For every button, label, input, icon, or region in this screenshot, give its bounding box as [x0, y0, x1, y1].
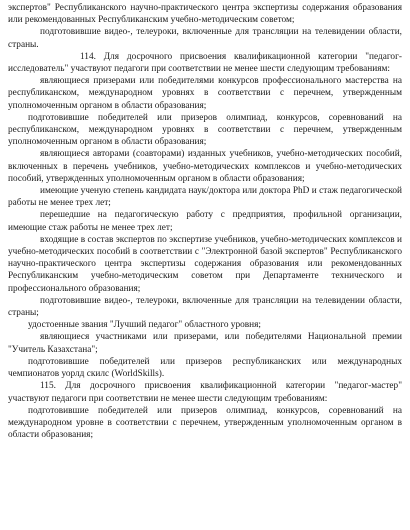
- document-page: [8, 2, 402, 441]
- paragraph-item: являющиеся призерами или победителями конкурсов профессионального мастерства на республиканском, международном уровнях в соответствии с перечнем, утвержденным уполномоченным органом в области образования;: [8, 76, 402, 111]
- paragraph-item: удостоенные звания "Лучший педагог" областного уровня;: [28, 320, 261, 331]
- paragraph-item: подготовившие победителей или призеров олимпиад, конкурсов, соревнований на международном уровне в соответствии с перечнем, утвержденным уполномоченным органом в области образования;: [8, 405, 402, 441]
- paragraph-item: подготовившие победителей или призеров олимпиад, конкурсов, соревнований на республиканском, международном уровнях в соответствии с перечнем, утвержденным уполномоченным органом в области образования;: [8, 112, 402, 148]
- paragraph-item: подготовившие видео-, телеуроки, включенные для трансляции на телевидении области, страны;: [8, 295, 402, 319]
- paragraph-item: имеющие ученую степень кандидата наук/доктора или доктора PhD и стаж педагогической работы не менее трех лет;: [8, 186, 402, 209]
- paragraph-item: являющиеся авторами (соавторами) изданных учебников, учебно-методических пособий, включенных в перечень учебников, учебно-методических комплексов и учебно-методических пособий, утвержденных уполномоченным органом в области образования;: [8, 149, 402, 184]
- paragraph-item: являющиеся участниками или призерами, или победителями Национальной премии "Учитель Казахстана";: [8, 332, 402, 355]
- paragraph-section-114: 114. Для досрочного присвоения квалификационной категории "педагог-исследователь" участвуют педагоги при соответствии не менее шести следующим требованиям:: [8, 51, 402, 75]
- paragraph-item: подготовившие победителей или призеров республиканских или международных чемпионатов уорлд скилс (WorldSkills).: [8, 356, 402, 380]
- paragraph-item: входящие в состав экспертов по экспертизе учебников, учебно-методических комплексов и учебно-методических пособий в соответствии с "Электронной базой экспертов" Республиканского научно-практического центра экспертизы содержания образования или рекомендованных Республиканским учебно-методическим советом при Департаменте технического и профессионального образования;: [8, 234, 402, 294]
- paragraph-continuation: экспертов" Республиканского научно-практического центра экспертизы содержания образования или рекомендованных Республиканским учебно-методическим советом;: [8, 3, 402, 26]
- paragraph-video-lessons: подготовившие видео-, телеуроки, включенные для трансляции на телевидении области, страны.: [8, 27, 402, 50]
- paragraph-section-115: 115. Для досрочного присвоения квалификационной категории "педагог-мастер" участвуют педагоги при соответствии не менее шести следующим требованиям:: [8, 381, 402, 404]
- paragraph-item: перешедшие на педагогическую работу с предприятия, профильной организации, имеющие стаж работы не менее трех лет;: [8, 210, 402, 233]
